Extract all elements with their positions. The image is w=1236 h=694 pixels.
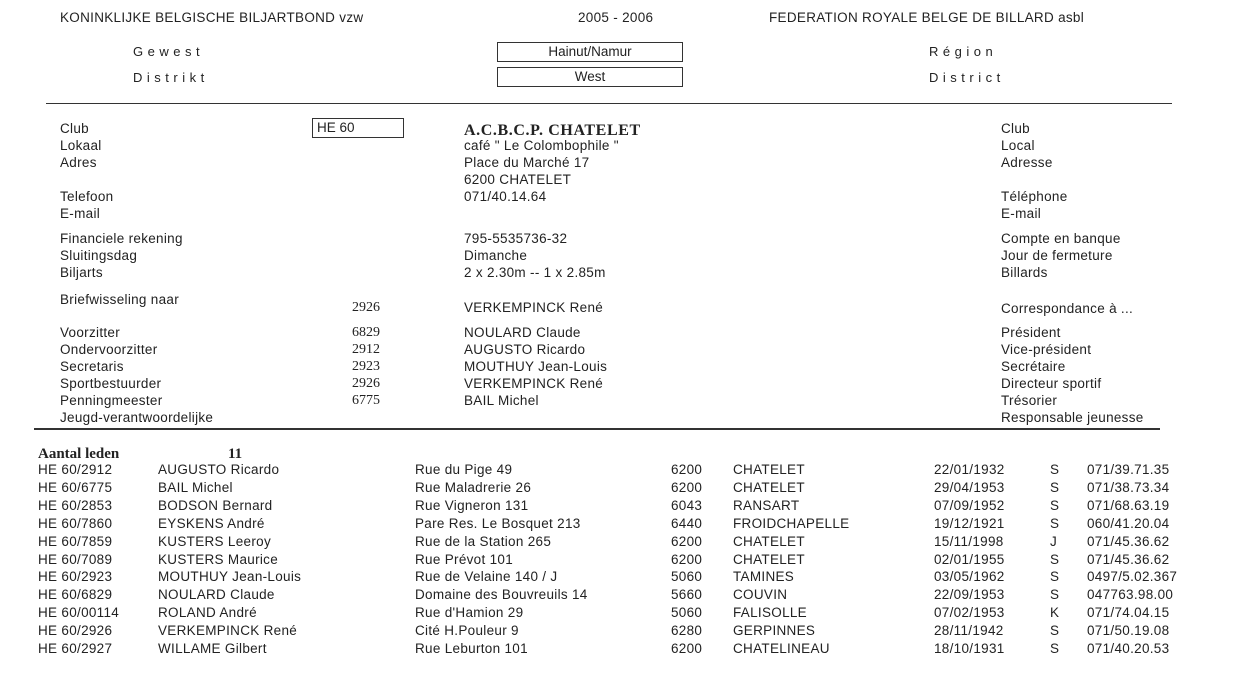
- club-phone: 071/40.14.64: [464, 189, 547, 204]
- club-code-box: HE 60: [312, 118, 404, 138]
- label-fermeture-fr: Jour de fermeture: [1001, 248, 1113, 263]
- member-birthdate: 18/10/1931: [934, 641, 1005, 656]
- region-value-box: Hainut/Namur: [497, 42, 683, 62]
- member-street: Pare Res. Le Bosquet 213: [415, 515, 581, 531]
- member-category: S: [1050, 551, 1060, 567]
- member-city: RANSART: [733, 497, 800, 513]
- member-name: VERKEMPINCK René: [158, 623, 298, 639]
- member-zip: 6043: [671, 497, 703, 513]
- member-street: Domaine des Bouvreuils 14: [415, 587, 588, 603]
- member-birthdate: 02/01/1955: [934, 551, 1005, 567]
- label-rekening-nl: Financiele rekening: [60, 231, 183, 246]
- member-zip: 6440: [671, 515, 703, 531]
- member-birthdate: 07/09/1952: [934, 497, 1005, 513]
- vicepresident-name: AUGUSTO Ricardo: [464, 342, 586, 357]
- label-adresse-fr: Adresse: [1001, 155, 1053, 170]
- member-row: [0, 498, 1236, 516]
- member-id: HE 60/2926: [38, 623, 113, 639]
- member-category: S: [1050, 462, 1060, 477]
- club-address-line1: Place du Marché 17: [464, 155, 590, 170]
- member-city: TAMINES: [733, 569, 795, 585]
- vicepresident-number: 2912: [352, 342, 380, 357]
- member-zip: 6200: [671, 551, 703, 567]
- label-sportbestuurder-nl: Sportbestuurder: [60, 376, 162, 391]
- member-street: Rue Prévot 101: [415, 551, 514, 567]
- member-birthdate: 03/05/1962: [934, 569, 1005, 585]
- club-lokaal: café " Le Colombophile ": [464, 138, 619, 153]
- club-name: A.C.B.C.P. CHATELET: [464, 122, 641, 139]
- member-city: CHATELET: [733, 533, 805, 549]
- member-name: BAIL Michel: [158, 479, 233, 495]
- label-tresorier-fr: Trésorier: [1001, 393, 1058, 408]
- member-zip: 6200: [671, 462, 703, 477]
- season: 2005 - 2006: [578, 10, 654, 25]
- member-name: KUSTERS Leeroy: [158, 533, 271, 549]
- member-birthdate: 22/09/1953: [934, 587, 1005, 603]
- sports-name: VERKEMPINCK René: [464, 376, 604, 391]
- label-club-nl: Club: [60, 121, 89, 136]
- member-phone: 071/40.20.53: [1087, 641, 1170, 656]
- club-closing-day: Dimanche: [464, 248, 528, 263]
- district-label-nl: Distrikt: [133, 70, 209, 85]
- member-phone: 071/38.73.34: [1087, 479, 1170, 495]
- member-zip: 5060: [671, 569, 703, 585]
- region-label-fr: Région: [929, 44, 998, 59]
- member-id: HE 60/2853: [38, 497, 113, 513]
- member-city: CHATELET: [733, 462, 805, 477]
- member-name: ROLAND André: [158, 605, 257, 621]
- label-sluitingsdag-nl: Sluitingsdag: [60, 248, 138, 263]
- member-category: S: [1050, 587, 1060, 603]
- member-zip: 6200: [671, 479, 703, 495]
- label-biljarts-nl: Biljarts: [60, 265, 103, 280]
- member-row: [0, 641, 1236, 659]
- member-category: S: [1050, 515, 1060, 531]
- member-category: S: [1050, 479, 1060, 495]
- region-label-nl: Gewest: [133, 44, 205, 59]
- member-name: EYSKENS André: [158, 515, 265, 531]
- district-value-box: West: [497, 67, 683, 87]
- member-phone: 071/68.63.19: [1087, 497, 1170, 513]
- member-birthdate: 29/04/1953: [934, 479, 1005, 495]
- members-count-label: Aantal leden: [38, 446, 120, 462]
- label-briefwisseling-nl: Briefwisseling naar: [60, 292, 179, 307]
- label-email-nl: E-mail: [60, 206, 101, 221]
- label-compte-fr: Compte en banque: [1001, 231, 1121, 246]
- club-address-line2: 6200 CHATELET: [464, 172, 572, 187]
- member-category: K: [1050, 605, 1060, 621]
- treasurer-number: 6775: [352, 393, 380, 408]
- member-city: CHATELET: [733, 551, 805, 567]
- member-name: AUGUSTO Ricardo: [158, 462, 280, 477]
- member-birthdate: 28/11/1942: [934, 623, 1004, 639]
- member-zip: 5660: [671, 587, 703, 603]
- treasurer-name: BAIL Michel: [464, 393, 539, 408]
- club-account: 795-5535736-32: [464, 231, 568, 246]
- member-street: Rue d'Hamion 29: [415, 605, 524, 621]
- member-category: S: [1050, 641, 1060, 656]
- member-street: Rue de Velaine 140 / J: [415, 569, 558, 585]
- members-divider: [34, 428, 1160, 430]
- member-row: [0, 605, 1236, 623]
- label-jeunesse-fr: Responsable jeunesse: [1001, 410, 1144, 425]
- member-id: HE 60/6829: [38, 587, 113, 603]
- member-id: HE 60/2923: [38, 569, 113, 585]
- president-number: 6829: [352, 325, 380, 340]
- member-city: GERPINNES: [733, 623, 816, 639]
- member-category: S: [1050, 569, 1060, 585]
- member-name: KUSTERS Maurice: [158, 551, 279, 567]
- member-city: COUVIN: [733, 587, 788, 603]
- label-correspondance-fr: Correspondance à ...: [1001, 301, 1134, 316]
- member-phone: 071/45.36.62: [1087, 533, 1170, 549]
- member-birthdate: 19/12/1921: [934, 515, 1005, 531]
- member-id: HE 60/2912: [38, 462, 113, 477]
- district-label-fr: District: [929, 70, 1005, 85]
- member-category: S: [1050, 623, 1060, 639]
- member-row: [0, 516, 1236, 534]
- label-email-fr: E-mail: [1001, 206, 1042, 221]
- member-name: BODSON Bernard: [158, 497, 273, 513]
- member-street: Rue du Pige 49: [415, 462, 513, 477]
- member-row: [0, 534, 1236, 552]
- correspondence-number: 2926: [352, 300, 380, 315]
- president-name: NOULARD Claude: [464, 325, 581, 340]
- member-id: HE 60/7089: [38, 551, 113, 567]
- federation-name-fr: FEDERATION ROYALE BELGE DE BILLARD asbl: [769, 10, 1085, 25]
- member-city: FALISOLLE: [733, 605, 807, 621]
- header-divider: [46, 103, 1172, 104]
- member-category: J: [1050, 533, 1058, 549]
- member-phone: 071/50.19.08: [1087, 623, 1170, 639]
- member-birthdate: 22/01/1932: [934, 462, 1005, 477]
- secretary-number: 2923: [352, 359, 380, 374]
- label-penningmeester-nl: Penningmeester: [60, 393, 163, 408]
- label-lokaal-nl: Lokaal: [60, 138, 102, 153]
- secretary-name: MOUTHUY Jean-Louis: [464, 359, 608, 374]
- member-phone: 071/45.36.62: [1087, 551, 1170, 567]
- member-row: [0, 462, 1236, 480]
- member-street: Rue Vigneron 131: [415, 497, 529, 513]
- member-row: [0, 569, 1236, 587]
- member-zip: 6200: [671, 641, 703, 656]
- label-telephone-fr: Téléphone: [1001, 189, 1068, 204]
- member-phone: 047763.98.00: [1087, 587, 1174, 603]
- member-name: WILLAME Gilbert: [158, 641, 267, 656]
- member-street: Cité H.Pouleur 9: [415, 623, 519, 639]
- member-birthdate: 15/11/1998: [934, 533, 1004, 549]
- member-row: [0, 552, 1236, 570]
- label-billards-fr: Billards: [1001, 265, 1048, 280]
- member-street: Rue de la Station 265: [415, 533, 552, 549]
- member-id: HE 60/6775: [38, 479, 113, 495]
- correspondence-name: VERKEMPINCK René: [464, 300, 604, 315]
- label-local-fr: Local: [1001, 138, 1035, 153]
- member-zip: 5060: [671, 605, 703, 621]
- label-telefoon-nl: Telefoon: [60, 189, 114, 204]
- member-row: [0, 480, 1236, 498]
- member-phone: 0497/5.02.367: [1087, 569, 1178, 585]
- member-phone: 060/41.20.04: [1087, 515, 1170, 531]
- federation-name-nl: KONINKLIJKE BELGISCHE BILJARTBOND vzw: [60, 10, 364, 25]
- label-jeugd-nl: Jeugd-verantwoordelijke: [60, 410, 214, 425]
- label-voorzitter-nl: Voorzitter: [60, 325, 121, 340]
- member-row: [0, 587, 1236, 605]
- member-id: HE 60/7860: [38, 515, 113, 531]
- member-city: CHATELINEAU: [733, 641, 830, 656]
- sports-number: 2926: [352, 376, 380, 391]
- member-street: Rue Leburton 101: [415, 641, 528, 656]
- label-club-fr: Club: [1001, 121, 1030, 136]
- member-id: HE 60/2927: [38, 641, 113, 656]
- member-city: CHATELET: [733, 479, 805, 495]
- member-phone: 071/39.71.35: [1087, 462, 1170, 477]
- member-zip: 6200: [671, 533, 703, 549]
- member-zip: 6280: [671, 623, 703, 639]
- member-category: S: [1050, 497, 1060, 513]
- member-id: HE 60/00114: [38, 605, 120, 621]
- member-name: NOULARD Claude: [158, 587, 275, 603]
- member-id: HE 60/7859: [38, 533, 113, 549]
- member-city: FROIDCHAPELLE: [733, 515, 850, 531]
- member-phone: 071/74.04.15: [1087, 605, 1170, 621]
- members-count: 11: [228, 446, 243, 462]
- member-birthdate: 07/02/1953: [934, 605, 1005, 621]
- label-directeur-fr: Directeur sportif: [1001, 376, 1102, 391]
- member-street: Rue Maladrerie 26: [415, 479, 532, 495]
- member-row: [0, 623, 1236, 641]
- label-president-fr: Président: [1001, 325, 1061, 340]
- label-ondervoorzitter-nl: Ondervoorzitter: [60, 342, 158, 357]
- club-billiards: 2 x 2.30m -- 1 x 2.85m: [464, 265, 606, 280]
- member-name: MOUTHUY Jean-Louis: [158, 569, 302, 585]
- label-adres-nl: Adres: [60, 155, 97, 170]
- label-secretaire-fr: Secrétaire: [1001, 359, 1066, 374]
- label-vicepresident-fr: Vice-président: [1001, 342, 1092, 357]
- label-secretaris-nl: Secretaris: [60, 359, 124, 374]
